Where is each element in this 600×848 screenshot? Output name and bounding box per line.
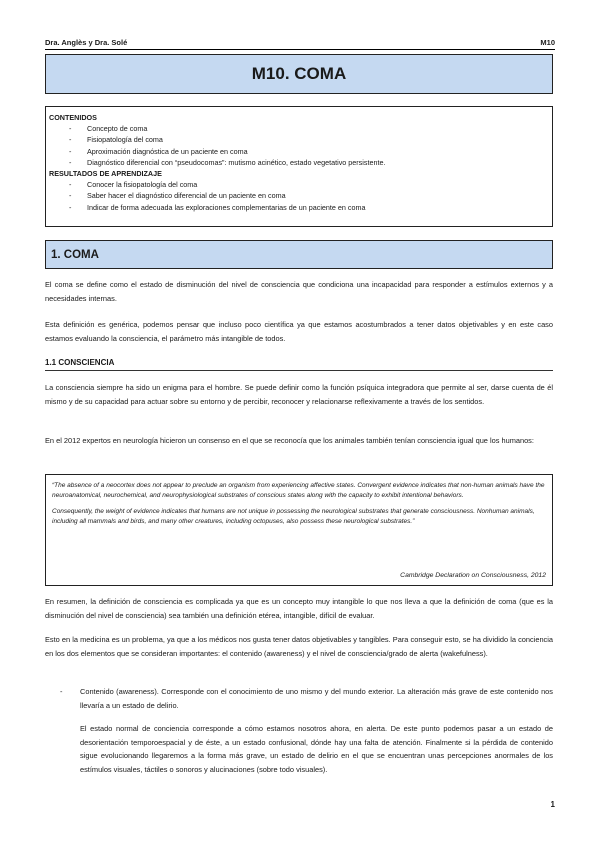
header-authors: Dra. Anglès y Dra. Solé [45, 38, 128, 47]
quote-paragraph: Consequently, the weight of evidence indicates that humans are not unique in possessing the neurological substrates that generate consciousness. Nonhuman animals, including all mammals and birds, and many other creatures, including octopuses, also possess these neurological substrates.” [52, 508, 535, 525]
header-module: M10 [540, 38, 555, 47]
list-item: - Indicar de forma adecuada las exploraciones complementarias de un paciente en coma [69, 202, 366, 212]
paragraph: En resumen, la definición de consciencia es complicada ya que es un concepto muy intangible lo que nos lleva a que la definición de coma (que es la disminución del nivel de consciencia) sea también una definición etérea, intangible, difícil de evaluar. [45, 597, 553, 620]
quote-paragraph: “The absence of a neocortex does not appear to preclude an organism from experiencing affective states. Convergent evidence indicates that non-human animals have the neuroanatomical, neurochemical, and neurophysiological substrates of conscious states along with the capacity to exhibit intentional behaviors. [52, 482, 545, 499]
contents-box [45, 106, 553, 227]
quote-box [45, 474, 553, 586]
list-item: - Saber hacer el diagnóstico diferencial de un paciente en coma [69, 191, 286, 201]
page-header [45, 38, 555, 47]
indented-paragraph: El estado normal de conciencia corresponde a cómo estamos nosotros ahora, en alerta. De este punto podemos pasar a un estado de desorientación temporoespacial y de éste, a un estado confusional, dónde hay una falta de atención. Finalmente si la pérdida de contenido sigue evolucionando llegaremos a la forma más grave, un estado de delirio en el que se encuentran unas percepciones anormales de los estímulos visuales, táctiles o sonoros y alucinaciones (sobre todo visuales). [80, 724, 553, 774]
contents-heading: CONTENIDOS [49, 113, 97, 122]
list-item: - Diagnóstico diferencial con “pseudocomas”: mutismo acinético, estado vegetativo persistente. [69, 157, 386, 167]
paragraph: Esto en la medicina es un problema, ya que a los médicos nos gusta tener datos objetivables y tangibles. Para conseguir esto, se ha dividido la conciencia en los dos elementos que se consideran importantes: el contenido (awareness) y el nivel de consciencia/grado de alerta (wakefulness). [45, 635, 553, 658]
page-title: M10. COMA [45, 54, 553, 94]
paragraph: La consciencia siempre ha sido un enigma para el hombre. Se puede definir como la función psíquica integradora que permite al ser, darse cuenta de él mismo y de su capacidad para actuar sobre su entorno y de percibir, reconocer y relacionarse reflexivamente a través de los sentidos. [45, 383, 553, 406]
list-item: - Fisiopatología del coma [69, 135, 163, 145]
list-item: - Concepto de coma [69, 124, 148, 134]
paragraph: El coma se define como el estado de disminución del nivel de consciencia que condiciona una incapacidad para responder a estímulos externos y a necesidades internas. [45, 280, 553, 303]
quote-source: Cambridge Declaration on Consciousness, 2012 [400, 572, 546, 579]
header-divider [45, 49, 555, 50]
section-heading: 1. COMA [45, 240, 553, 269]
page-number: 1 [550, 800, 555, 809]
list-item: - Aproximación diagnóstica de un paciente en coma [69, 146, 248, 156]
list-item: - Conocer la fisiopatología del coma [69, 180, 198, 190]
bullet-item: - Contenido (awareness). Corresponde con el conocimiento de uno mismo y del mundo exterior. La alteración más grave de este contenido nos llevaría a un estado de delirio. [60, 687, 553, 710]
paragraph: En el 2012 expertos en neurología hicieron un consenso en el que se reconocía que los animales también tenían consciencia igual que los humanos: [45, 436, 534, 445]
paragraph: Esta definición es genérica, podemos pensar que incluso poco científica ya que estamos acostumbrados a tener datos objetivables y en este caso estamos evaluando la consciencia, el parámetro más intangible de todos. [45, 320, 553, 343]
subsection-heading: 1.1 CONSCIENCIA [45, 358, 553, 371]
results-heading: RESULTADOS DE APRENDIZAJE [49, 169, 162, 179]
